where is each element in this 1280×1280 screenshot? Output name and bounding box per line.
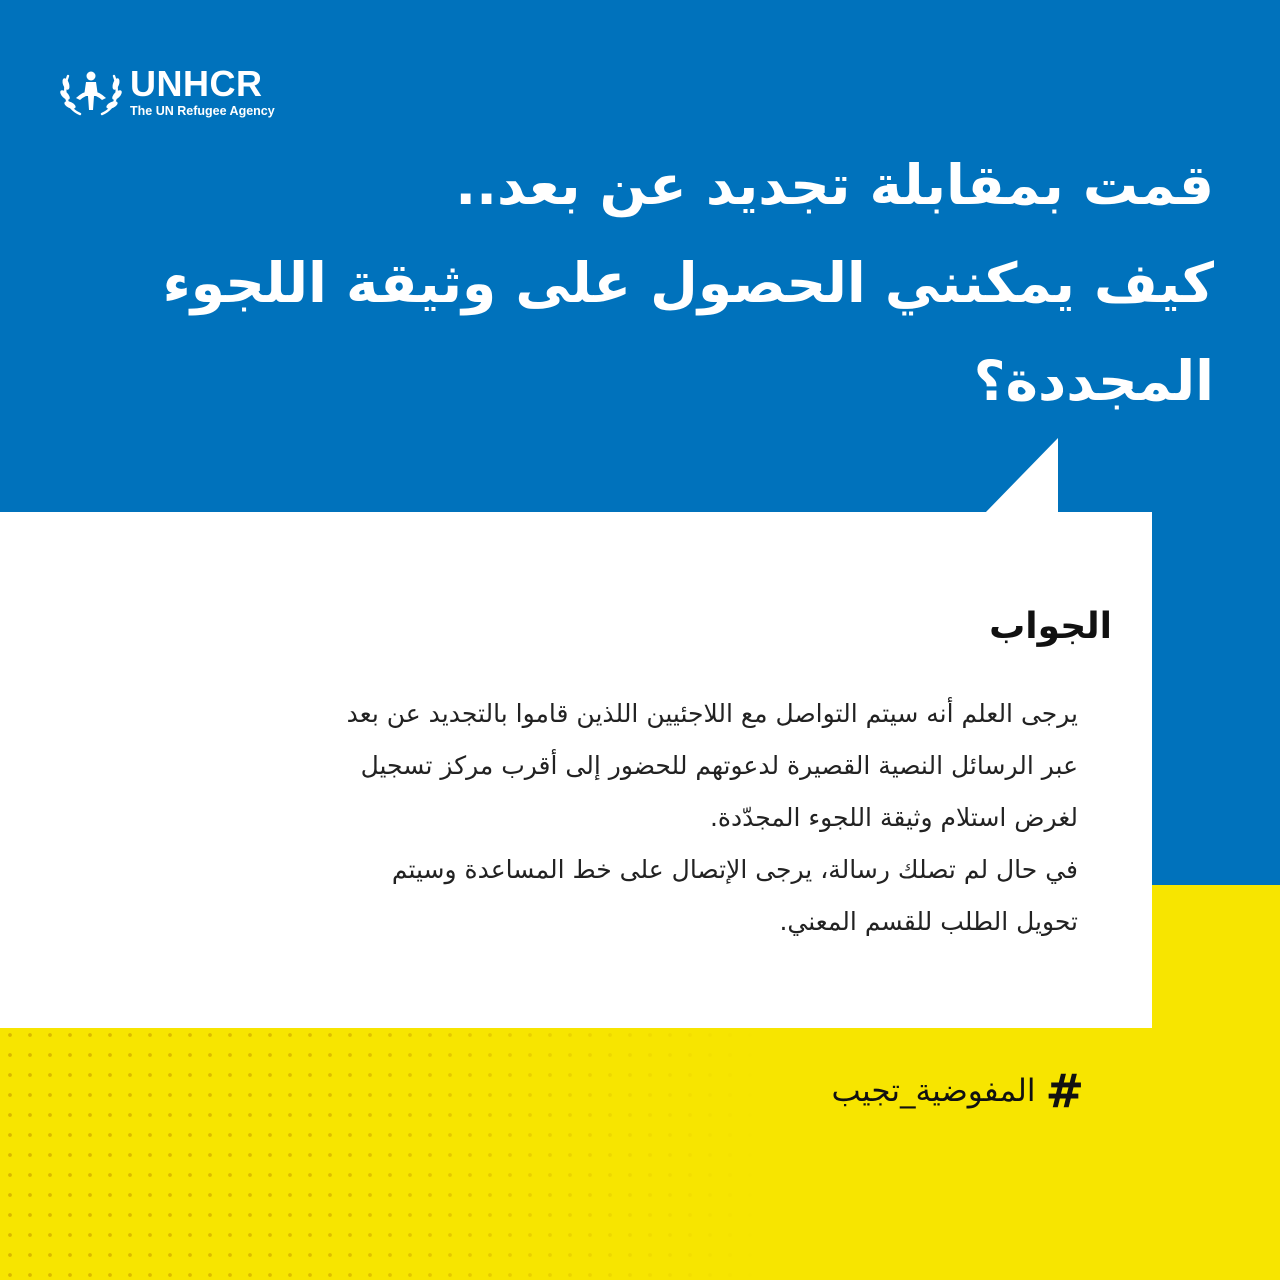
- brand-name: UNHCR: [130, 63, 263, 105]
- hashtag[interactable]: [831, 1064, 1084, 1118]
- answer-body: [148, 688, 1078, 948]
- hashtag-text: المفوضية_تجيب: [831, 1073, 1036, 1109]
- headline-line: قمت بمقابلة تجديد عن بعد..: [455, 153, 1214, 217]
- answer-title: الجواب: [989, 606, 1112, 647]
- answer-line: عبر الرسائل النصية القصيرة لدعوتهم للحضور إلى أقرب مركز تسجيل: [360, 751, 1078, 780]
- answer-line: لغرض استلام وثيقة اللجوء المجدّدة.: [709, 803, 1078, 832]
- headline-line: المجددة؟: [973, 349, 1214, 413]
- hash-icon: #: [1045, 1064, 1084, 1118]
- answer-line: في حال لم تصلك رسالة، يرجى الإتصال على خط المساعدة وسيتم: [391, 855, 1078, 884]
- brand-tagline: The UN Refugee Agency: [130, 104, 275, 119]
- headline-line: كيف يمكنني الحصول على وثيقة اللجوء: [162, 251, 1214, 315]
- answer-line: يرجى العلم أنه سيتم التواصل مع اللاجئيين اللذين قاموا بالتجديد عن بعد: [346, 699, 1078, 728]
- answer-line: تحويل الطلب للقسم المعني.: [779, 907, 1078, 936]
